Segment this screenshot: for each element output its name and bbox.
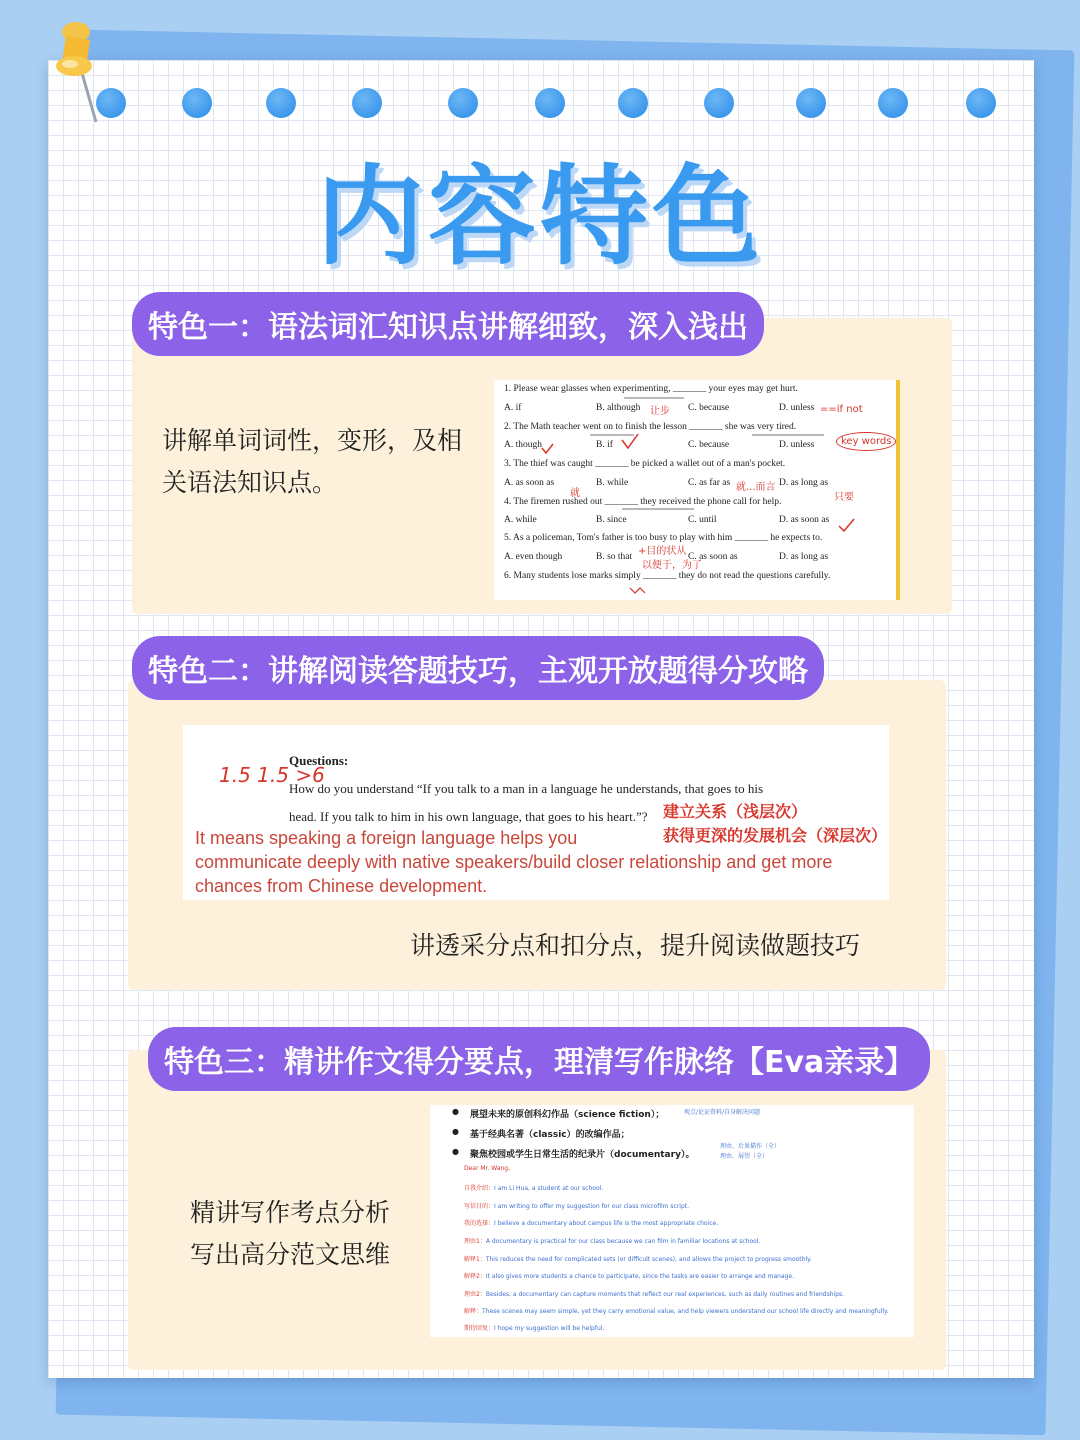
- option: D. as soon as: [779, 515, 830, 525]
- feature-2-desc: 讲透采分点和扣分点，提升阅读做题技巧: [410, 931, 861, 960]
- letter-key: 解释1：: [464, 1256, 486, 1263]
- option: C. because: [688, 403, 730, 413]
- page-title: 内容特色: [315, 155, 764, 280]
- binder-hole: [535, 88, 565, 118]
- annotation-note: 只要: [834, 492, 854, 503]
- letter-line: This reduces the need for complicated sets (or difficult scenes), and allows the project to progress smoothly.: [485, 1256, 812, 1263]
- feature-2-heading: 特色二：讲解阅读答题技巧，主观开放题得分攻略: [132, 636, 824, 700]
- letter-line: Besides, a documentary can capture moments that reflect our real experiences, such as daily routines and friendships.: [485, 1291, 845, 1298]
- bullet-item: ● 展望未来的原创科幻作品（science fiction）；: [470, 1107, 664, 1120]
- binder-hole: [796, 88, 826, 118]
- binder-hole: [352, 88, 382, 118]
- answer-line: It means speaking a foreign language helps you: [195, 828, 578, 848]
- letter-line: These scenes may seem simple, yet they carry emotional value, and help viewers understand our school life directly and meaningfully.: [482, 1308, 889, 1315]
- option: A. though: [504, 440, 542, 450]
- letter-line: I am writing to offer my suggestion for our class microfilm script.: [494, 1203, 690, 1210]
- option: C. because: [688, 440, 730, 450]
- question-line: How do you understand “If you talk to a man in a language he understands, that goes to his: [289, 781, 764, 796]
- question-line: 2. The Math teacher went on to finish the lesson _______ she was very tired.: [504, 422, 797, 432]
- answer-line: communicate deeply with native speakers/build closer relationship and get more: [195, 852, 833, 872]
- option: A. even though: [504, 552, 563, 562]
- binder-hole: [966, 88, 996, 118]
- annotation-note: +目的状从: [638, 546, 687, 557]
- annotation-note: key words: [836, 432, 896, 451]
- option: D. unless: [779, 440, 815, 450]
- feature-1-desc: [162, 420, 462, 504]
- annotation-note: 就: [570, 488, 580, 499]
- annotation-note: 让步: [650, 406, 670, 417]
- option: B. so that: [596, 552, 633, 562]
- feature-1-heading: 特色一：语法词汇知识点讲解细致，深入浅出: [132, 292, 764, 356]
- bullet-item: ● 基于经典名著（classic）的改编作品；: [470, 1127, 630, 1140]
- desc-line: 精讲写作考点分析: [190, 1198, 391, 1227]
- answer-line: chances from Chinese development.: [195, 876, 488, 896]
- letter-key: 理由1：: [464, 1238, 486, 1245]
- score-mark: 1.5 1.5 >6: [219, 763, 325, 787]
- option: B. although: [596, 403, 641, 413]
- option: D. as long as: [779, 552, 829, 562]
- desc-line: 关语法知识点。: [162, 468, 338, 497]
- letter-key: 解释：: [464, 1308, 483, 1315]
- letter-key: 写信目的：: [464, 1203, 495, 1210]
- side-note: 理由、展望（全）: [720, 1153, 769, 1160]
- question-line: 6. Many students lose marks simply _______ they do not read the questions carefully.: [504, 571, 831, 581]
- side-note: 观点/论证资料/自身解决问题: [684, 1109, 761, 1116]
- question-line: 5. As a policeman, Tom's father is too busy to play with him _______ he expects to.: [504, 533, 823, 543]
- option: C. as soon as: [688, 552, 738, 562]
- question-line: 3. The thief was caught _______ be picked a wallet out of a man's pocket.: [504, 459, 786, 469]
- option: B. since: [596, 515, 627, 525]
- questions-label: Questions:: [289, 753, 349, 768]
- grammar-exercise-image: [494, 380, 900, 600]
- letter-key: 自我介绍：: [464, 1185, 495, 1192]
- letter-key: 期待回复：: [464, 1325, 495, 1332]
- option: D. unless: [779, 403, 815, 413]
- binder-hole: [182, 88, 212, 118]
- option: A. if: [504, 403, 522, 413]
- feature-3-desc: [190, 1192, 390, 1276]
- letter-line: I am Li Hua, a student at our school.: [494, 1185, 604, 1192]
- pushpin-icon: [52, 18, 112, 128]
- option: A. as soon as: [504, 478, 555, 488]
- question-line: 1. Please wear glasses when experimenting, _______ your eyes may get hurt.: [504, 384, 798, 394]
- option: D. as long as: [779, 478, 829, 488]
- binder-hole: [618, 88, 648, 118]
- option: A. while: [504, 515, 537, 525]
- binder-hole: [878, 88, 908, 118]
- annotation-note: 获得更深的发展机会（深层次）: [663, 826, 888, 845]
- feature-3-heading: 特色三：精讲作文得分要点，理清写作脉络【Eva亲录】: [148, 1027, 930, 1091]
- annotation-note: 就...而言: [736, 482, 776, 493]
- letter-key: 我的选择：: [464, 1220, 495, 1227]
- letter-key: Dear Mr. Wang,: [464, 1165, 511, 1172]
- annotation-note: 以便于，为了: [642, 560, 702, 571]
- writing-sample-image: [430, 1105, 914, 1337]
- annotation-note: ==if not: [820, 404, 863, 415]
- letter-line: A documentary is practical for our class because we can film in familiar locations at school.: [485, 1238, 761, 1245]
- option: C. until: [688, 515, 717, 525]
- binder-hole: [704, 88, 734, 118]
- option: B. while: [596, 478, 629, 488]
- binder-hole: [266, 88, 296, 118]
- reading-exercise-image: [183, 725, 889, 900]
- binder-hole: [448, 88, 478, 118]
- question-line: head. If you talk to him in his own language, that goes to his heart.”?: [289, 809, 648, 824]
- letter-key: 理由2：: [464, 1291, 486, 1298]
- side-note: 理由、后果描作（全）: [720, 1143, 781, 1150]
- letter-line: I hope my suggestion will be helpful.: [494, 1325, 605, 1332]
- letter-key: 解释2：: [464, 1273, 486, 1280]
- desc-line: 写出高分范文思维: [190, 1240, 391, 1269]
- question-line: 4. The firemen rushed out _______ they received the phone call for help.: [504, 497, 782, 507]
- bullet-item: ● 聚焦校园或学生日常生活的纪录片（documentary）。: [470, 1147, 694, 1160]
- letter-line: It also gives more students a chance to participate, since the tasks are easier to arrange and manage.: [485, 1273, 795, 1280]
- desc-line: 讲解单词词性，变形，及相: [162, 426, 463, 455]
- option: B. if: [596, 440, 613, 450]
- letter-line: I believe a documentary about campus life is the most appropriate choice.: [494, 1220, 719, 1227]
- check-marks-icon: [494, 380, 900, 600]
- annotation-note: 建立关系（浅层次）: [663, 802, 808, 821]
- option: C. as far as: [688, 478, 731, 488]
